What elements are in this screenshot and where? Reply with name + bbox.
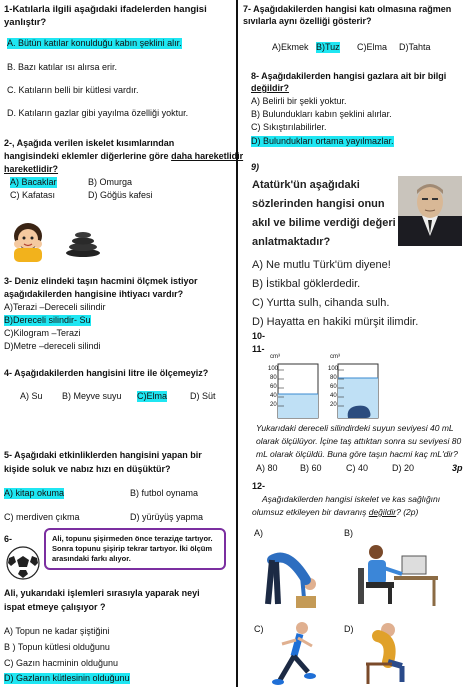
q8-option-d[interactable]: D) Bulundukları ortama yayılmazlar.: [251, 136, 394, 146]
q7-option-c[interactable]: C)Elma: [357, 42, 388, 52]
q6-stem-line1: Ali, yukarıdaki işlemleri sırasıyla yaparak neyi: [4, 588, 200, 598]
q9-option-d[interactable]: D) Hayatta en hakiki mürşit ilimdir.: [252, 316, 419, 328]
q11-option-a[interactable]: A) 80: [256, 463, 278, 473]
q2-stem-text: hangisindeki eklemler diğerlerine göre: [4, 151, 169, 161]
q12-option-d[interactable]: D): [344, 624, 354, 634]
tick-label-80-left: 80: [270, 375, 277, 381]
q8-option-a[interactable]: A) Belirli bir şekli yoktur.: [251, 96, 347, 106]
q1-stem-line1: 1-Katılarla ilgili aşağıdaki ifadelerden hangisi: [4, 4, 207, 15]
q12-option-b[interactable]: B): [344, 528, 353, 538]
q7-stem-line2: sıvılarla aynı özelliği gösterir?: [243, 16, 372, 26]
q12-stem-underlined: değildir: [368, 507, 397, 517]
stacked-stones-illustration: [64, 228, 102, 258]
q4-stem: 4- Aşağıdakilerden hangisini litre ile ölçemeyiz?: [4, 368, 209, 378]
thinking-girl-illustration: [8, 218, 48, 264]
q6-option-d[interactable]: D) Gazların kütlesinin olduğunu: [4, 673, 130, 683]
q6-stem-line2: ispat etmeye çalışıyor ?: [4, 602, 106, 612]
q9-text-line2: sözlerinden hangisi onun: [252, 198, 385, 210]
q6-option-c[interactable]: C) Gazın hacminin olduğunu: [4, 658, 119, 668]
q3-option-c[interactable]: C)Kilogram –Terazi: [4, 328, 81, 338]
q1-option-d[interactable]: D. Katıların gazlar gibi yayılma özelliği yoktur.: [7, 108, 189, 118]
q9-option-b[interactable]: B) İstikbal göklerdedir.: [252, 278, 361, 290]
q3-option-d[interactable]: D)Metre –dereceli silindi: [4, 341, 101, 351]
q5-option-c[interactable]: C) merdiven çıkma: [4, 512, 80, 522]
q5-stem-line2: kişide soluk ve nabız hızı en düşüktür?: [4, 464, 171, 474]
q7-option-d[interactable]: D)Tahta: [399, 42, 431, 52]
q6-number: 6-: [4, 534, 13, 544]
desk-computer-person-figure: [350, 538, 440, 608]
q6-box-line3: arasındaki farkı alıyor.: [52, 554, 131, 563]
column-divider: [236, 0, 238, 687]
tick-label-20-left: 20: [270, 402, 277, 408]
q2-option-a[interactable]: A) Bacaklar: [10, 177, 57, 187]
q9-number: 9): [251, 162, 260, 172]
q4-option-c[interactable]: C)Elma: [137, 391, 168, 401]
q12-number: 12-: [252, 481, 266, 491]
q5-option-a[interactable]: A) kitap okuma: [4, 488, 65, 498]
q1-stem-line2: yanlıştır?: [4, 17, 47, 28]
q12-stem-line1: Aşağıdakilerden hangisi iskelet ve kas sağlığını: [262, 494, 441, 504]
tick-label-100-right: 100: [328, 366, 339, 372]
slouching-person-figure: [358, 620, 414, 686]
q2-stem-line1: 2-, Aşağıda verilen iskelet kısımlarından: [4, 138, 175, 148]
q11-text-line3: mL olarak ölçüldü. Buna göre taşın hacmi kaç mL'dir?: [256, 449, 458, 459]
q4-option-b[interactable]: B) Meyve suyu: [62, 391, 122, 401]
q3-stem-line2: aşağıdakilerden hangisine ihtiyacı vardır?: [4, 289, 184, 299]
q11-text-line1: Yukarıdaki dereceli silindirdeki suyun seviyesi 40 mL: [256, 423, 454, 433]
bending-lifting-person-figure: [258, 540, 332, 610]
q12-option-c[interactable]: C): [254, 624, 264, 634]
q8-stem-line2: değildir?: [251, 83, 289, 93]
q5-stem-line1: 5- Aşağıdaki etkinliklerden hangisini yapan bir: [4, 450, 202, 460]
q6-option-b[interactable]: B ) Topun kütlesi olduğunu: [4, 642, 110, 652]
q4-option-d[interactable]: D) Süt: [190, 391, 216, 401]
q2-option-b[interactable]: B) Omurga: [88, 177, 133, 187]
q11-text-line2: olarak ölçülüyor. İçine taş attıktan sonra su seviyesi 80: [256, 436, 462, 446]
q2-stem-underlined: daha hareketlidir: [171, 151, 244, 161]
cylinder-left-unit: cm³: [270, 354, 280, 360]
q7-stem-line1: 7- Aşağıdakilerden hangisi katı olmasına rağmen: [243, 4, 452, 14]
q9-option-c[interactable]: C) Yurtta sulh, cihanda sulh.: [252, 297, 390, 309]
q8-option-c[interactable]: C) Sıkıştırılabilirler.: [251, 122, 327, 132]
q4-option-a[interactable]: A) Su: [20, 391, 43, 401]
q5-option-d[interactable]: D) yürüyüş yapma: [130, 512, 204, 522]
q3-stem-line1: 3- Deniz elindeki taşın hacmini ölçmek istiyor: [4, 276, 198, 286]
soccer-ball-illustration: [6, 546, 40, 580]
q12-stem-line2: [252, 507, 418, 518]
q1-option-b[interactable]: B. Bazı katılar ısı alırsa erir.: [7, 62, 118, 72]
q1-option-a[interactable]: A. Bütün katılar konulduğu kabın şeklini alır.: [7, 38, 182, 48]
running-person-figure: [268, 620, 328, 686]
tick-label-20-right: 20: [330, 402, 337, 408]
q8-stem-line1: 8- Aşağıdakilerden hangisi gazlara ait bir bilgi: [251, 71, 447, 81]
q2-option-c[interactable]: C) Kafatası: [10, 190, 56, 200]
q6-option-a[interactable]: A) Topun ne kadar şiştiğini: [4, 626, 110, 636]
q3-option-b[interactable]: B)Dereceli silindir- Su: [4, 315, 91, 325]
q5-option-b[interactable]: B) futbol oynama: [130, 488, 199, 498]
q6-scenario-box: [44, 528, 226, 570]
q3-option-a[interactable]: A)Terazi –Dereceli silindir: [4, 302, 106, 312]
ataturk-portrait: [398, 176, 462, 246]
cylinder-right-unit: cm³: [330, 354, 340, 360]
q9-option-a[interactable]: A) Ne mutlu Türk'üm diyene!: [252, 259, 391, 271]
tick-label-60-right: 60: [330, 384, 337, 390]
q6-box-line2: Sonra topunu şişirip tekrar tartıyor. İki ölçüm: [52, 544, 213, 553]
cylinder-left: [278, 364, 318, 418]
q10-number: 10-: [252, 331, 266, 341]
tick-label-40-left: 40: [270, 393, 277, 399]
tick-label-60-left: 60: [270, 384, 277, 390]
tick-label-40-right: 40: [330, 393, 337, 399]
q1-option-c[interactable]: C. Katıların belli bir kütlesi vardır.: [7, 85, 139, 95]
q7-option-b[interactable]: B)Tuz: [316, 42, 340, 52]
q11-option-c[interactable]: C) 40: [346, 463, 369, 473]
q11-option-b[interactable]: B) 60: [300, 463, 322, 473]
tick-label-100-left: 100: [268, 366, 279, 372]
q6-box-line1: Ali, topunu şişirmeden önce teraziде tartıyor.: [52, 534, 213, 543]
q11-option-d[interactable]: D) 20: [392, 463, 415, 473]
q12-option-a[interactable]: A): [254, 528, 263, 538]
q9-text-line4: anlatmaktadır?: [252, 236, 331, 248]
tick-label-80-right: 80: [330, 375, 337, 381]
q2-stem-line3: hareketlidir?: [4, 164, 59, 174]
q2-option-d[interactable]: D) Göğüs kafesi: [88, 190, 153, 200]
q12-stem-text: olumsuz etkileyen bir davranış: [252, 507, 367, 517]
q11-points: 3p: [452, 463, 463, 473]
q7-option-a[interactable]: A)Ekmek: [272, 42, 309, 52]
q9-text-line3: akıl ve bilime verdiği değeri: [252, 217, 396, 229]
q11-number: 11-: [252, 344, 265, 354]
q9-text-line1: Atatürk'ün aşağıdaki: [252, 179, 360, 191]
q12-stem-end: ? (2p): [396, 507, 419, 517]
q8-option-b[interactable]: B) Bulundukları kabın şeklini alırlar.: [251, 109, 392, 119]
q2-stem-line2: [4, 151, 243, 162]
